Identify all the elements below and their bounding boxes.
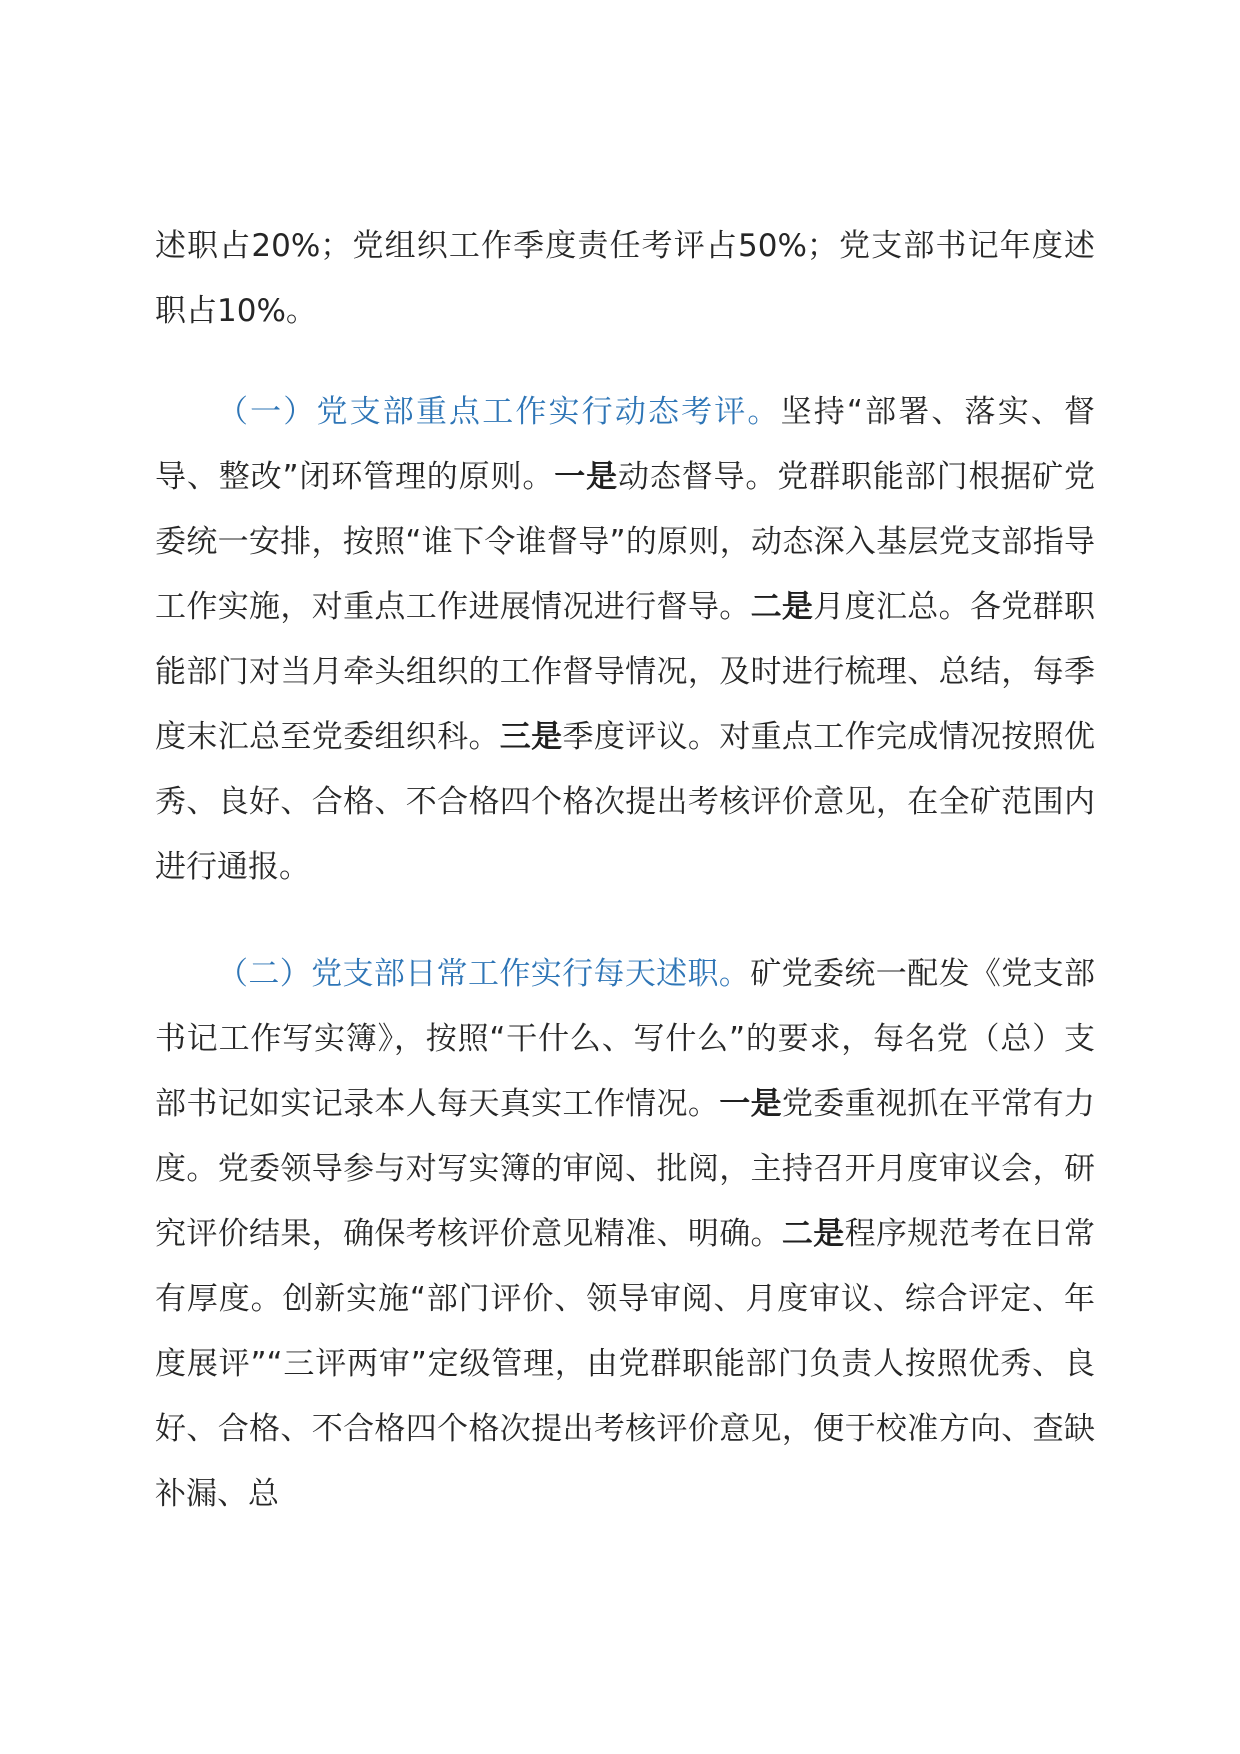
paragraph-intro	[155, 214, 1095, 344]
section-heading-2: （二）党支部日常工作实行每天述职。	[217, 956, 751, 992]
bold-marker: 一是	[554, 459, 618, 495]
bold-marker: 三是	[499, 719, 563, 755]
paragraph-text: 月度汇总。各党群职能部门对当月牵头组织的工作督导情况，及时进行梳理、总结，每季度末汇总至党委组织科。	[155, 589, 1096, 755]
paragraph-section-1	[155, 380, 1095, 900]
paragraph-text: 季度评议。对重点工作完成情况按照优秀、良好、合格、不合格四个格次提出考核评价意见，在全矿范围内进行通报。	[155, 719, 1096, 885]
paragraph-text: 动态督导。党群职能部门根据矿党委统一安排，按照“谁下令谁督导”的原则，动态深入基层党支部指导工作实施，对重点工作进展情况进行督导。	[155, 459, 1096, 625]
paragraph-text: 矿党委统一配发《党支部书记工作写实簿》，按照“干什么、写什么”的要求，每名党（总）支部书记如实记录本人每天真实工作情况。	[155, 956, 1095, 1122]
bold-marker: 二是	[781, 1216, 845, 1252]
paragraph-text: 坚持“部署、落实、督导、整改”闭环管理的原则。	[155, 394, 1096, 495]
paragraph-text: 党委重视抓在平常有力度。党委领导参与对写实簿的审阅、批阅，主持召开月度审议会，研究评价结果，确保考核评价意见精准、明确。	[155, 1086, 1096, 1252]
bold-marker: 一是	[719, 1086, 782, 1122]
section-heading-1: （一）党支部重点工作实行动态考评。	[217, 394, 781, 430]
paragraph-text: 述职占20%；党组织工作季度责任考评占50%；党支部书记年度述职占10%。	[155, 228, 1095, 329]
paragraph-section-2	[155, 942, 1095, 1527]
paragraph-text: 程序规范考在日常有厚度。创新实施“部门评价、领导审阅、月度审议、综合评定、年度展评”“三评两审”定级管理，由党群职能部门负责人按照优秀、良好、合格、不合格四个格次提出考核评价意见，便于校准方向、查缺补漏、总	[155, 1216, 1096, 1512]
bold-marker: 二是	[750, 589, 814, 625]
